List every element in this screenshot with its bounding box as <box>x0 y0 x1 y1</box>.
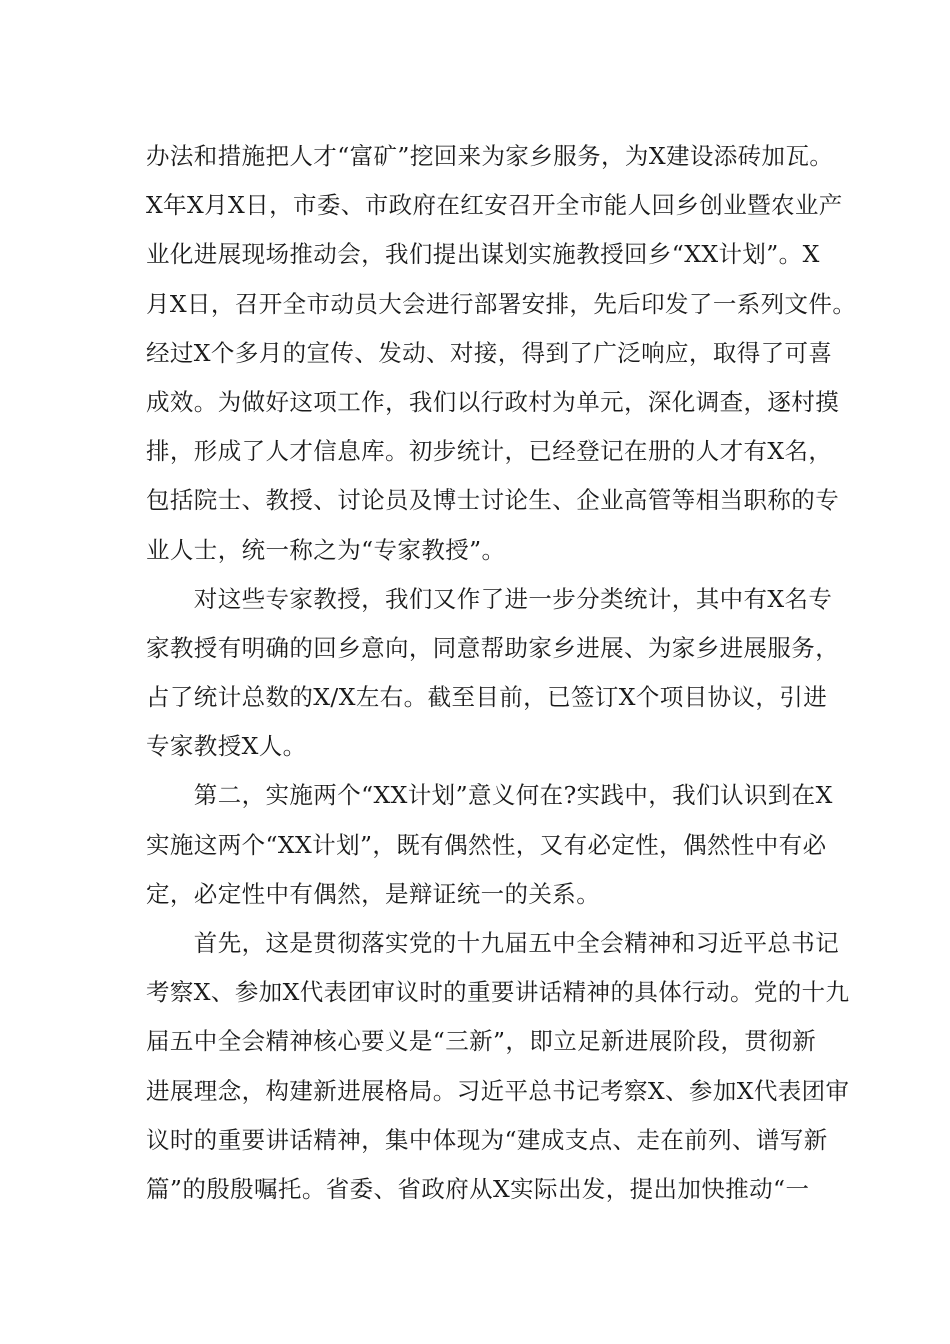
text-line: 月X日，召开全市动员大会进行部署安排，先后印发了一系列文件。 <box>146 289 857 318</box>
text-line: 篇”的殷殷嘱托。省委、省政府从X实际出发，提出加快推动“一 <box>146 1174 810 1203</box>
text-line: 排，形成了人才信息库。初步统计，已经登记在册的人才有X名， <box>146 437 833 466</box>
body-text <box>146 132 857 1214</box>
text-line: 第二，实施两个“XX计划”意义何在?实践中，我们认识到在X <box>146 781 833 810</box>
text-line: 经过X个多月的宣传、发动、对接，得到了广泛响应，取得了可喜 <box>146 338 833 367</box>
text-line: 业化进展现场推动会，我们提出谋划实施教授回乡“XX计划”。X <box>146 240 820 269</box>
text-line: 议时的重要讲话精神，集中体现为“建成支点、走在前列、谱写新 <box>146 1125 828 1154</box>
text-line: 实施这两个“XX计划”，既有偶然性，又有必定性，偶然性中有必 <box>146 830 827 859</box>
text-line: 专家教授X人。 <box>146 732 307 761</box>
text-line: 考察X、参加X代表团审议时的重要讲话精神的具体行动。党的十九 <box>146 978 850 1007</box>
text-line: X年X月X日，市委、市政府在红安召开全市能人回乡创业暨农业产 <box>146 191 843 220</box>
text-line: 包括院士、教授、讨论员及博士讨论生、企业高管等相当职称的专 <box>146 486 840 515</box>
text-line: 对这些专家教授，我们又作了进一步分类统计，其中有X名专 <box>146 584 833 613</box>
text-line: 定，必定性中有偶然，是辩证统一的关系。 <box>146 879 601 908</box>
text-line: 届五中全会精神核心要义是“三新”，即立足新进展阶段，贯彻新 <box>146 1027 817 1056</box>
text-line: 进展理念，构建新进展格局。习近平总书记考察X、参加X代表团审 <box>146 1076 850 1105</box>
text-line: 成效。为做好这项工作，我们以行政村为单元，深化调查，逐村摸 <box>146 387 840 416</box>
text-line: 占了统计总数的X/X左右。截至目前，已签订X个项目协议，引进 <box>146 683 828 712</box>
text-line: 办法和措施把人才“富矿”挖回来为家乡服务，为X建设添砖加瓦。 <box>146 142 834 170</box>
text-line: 业人士，统一称之为“专家教授”。 <box>146 535 506 564</box>
text-line: 首先，这是贯彻落实党的十九届五中全会精神和习近平总书记 <box>146 929 840 957</box>
text-line: 家教授有明确的回乡意向，同意帮助家乡进展、为家乡进展服务， <box>146 633 840 662</box>
